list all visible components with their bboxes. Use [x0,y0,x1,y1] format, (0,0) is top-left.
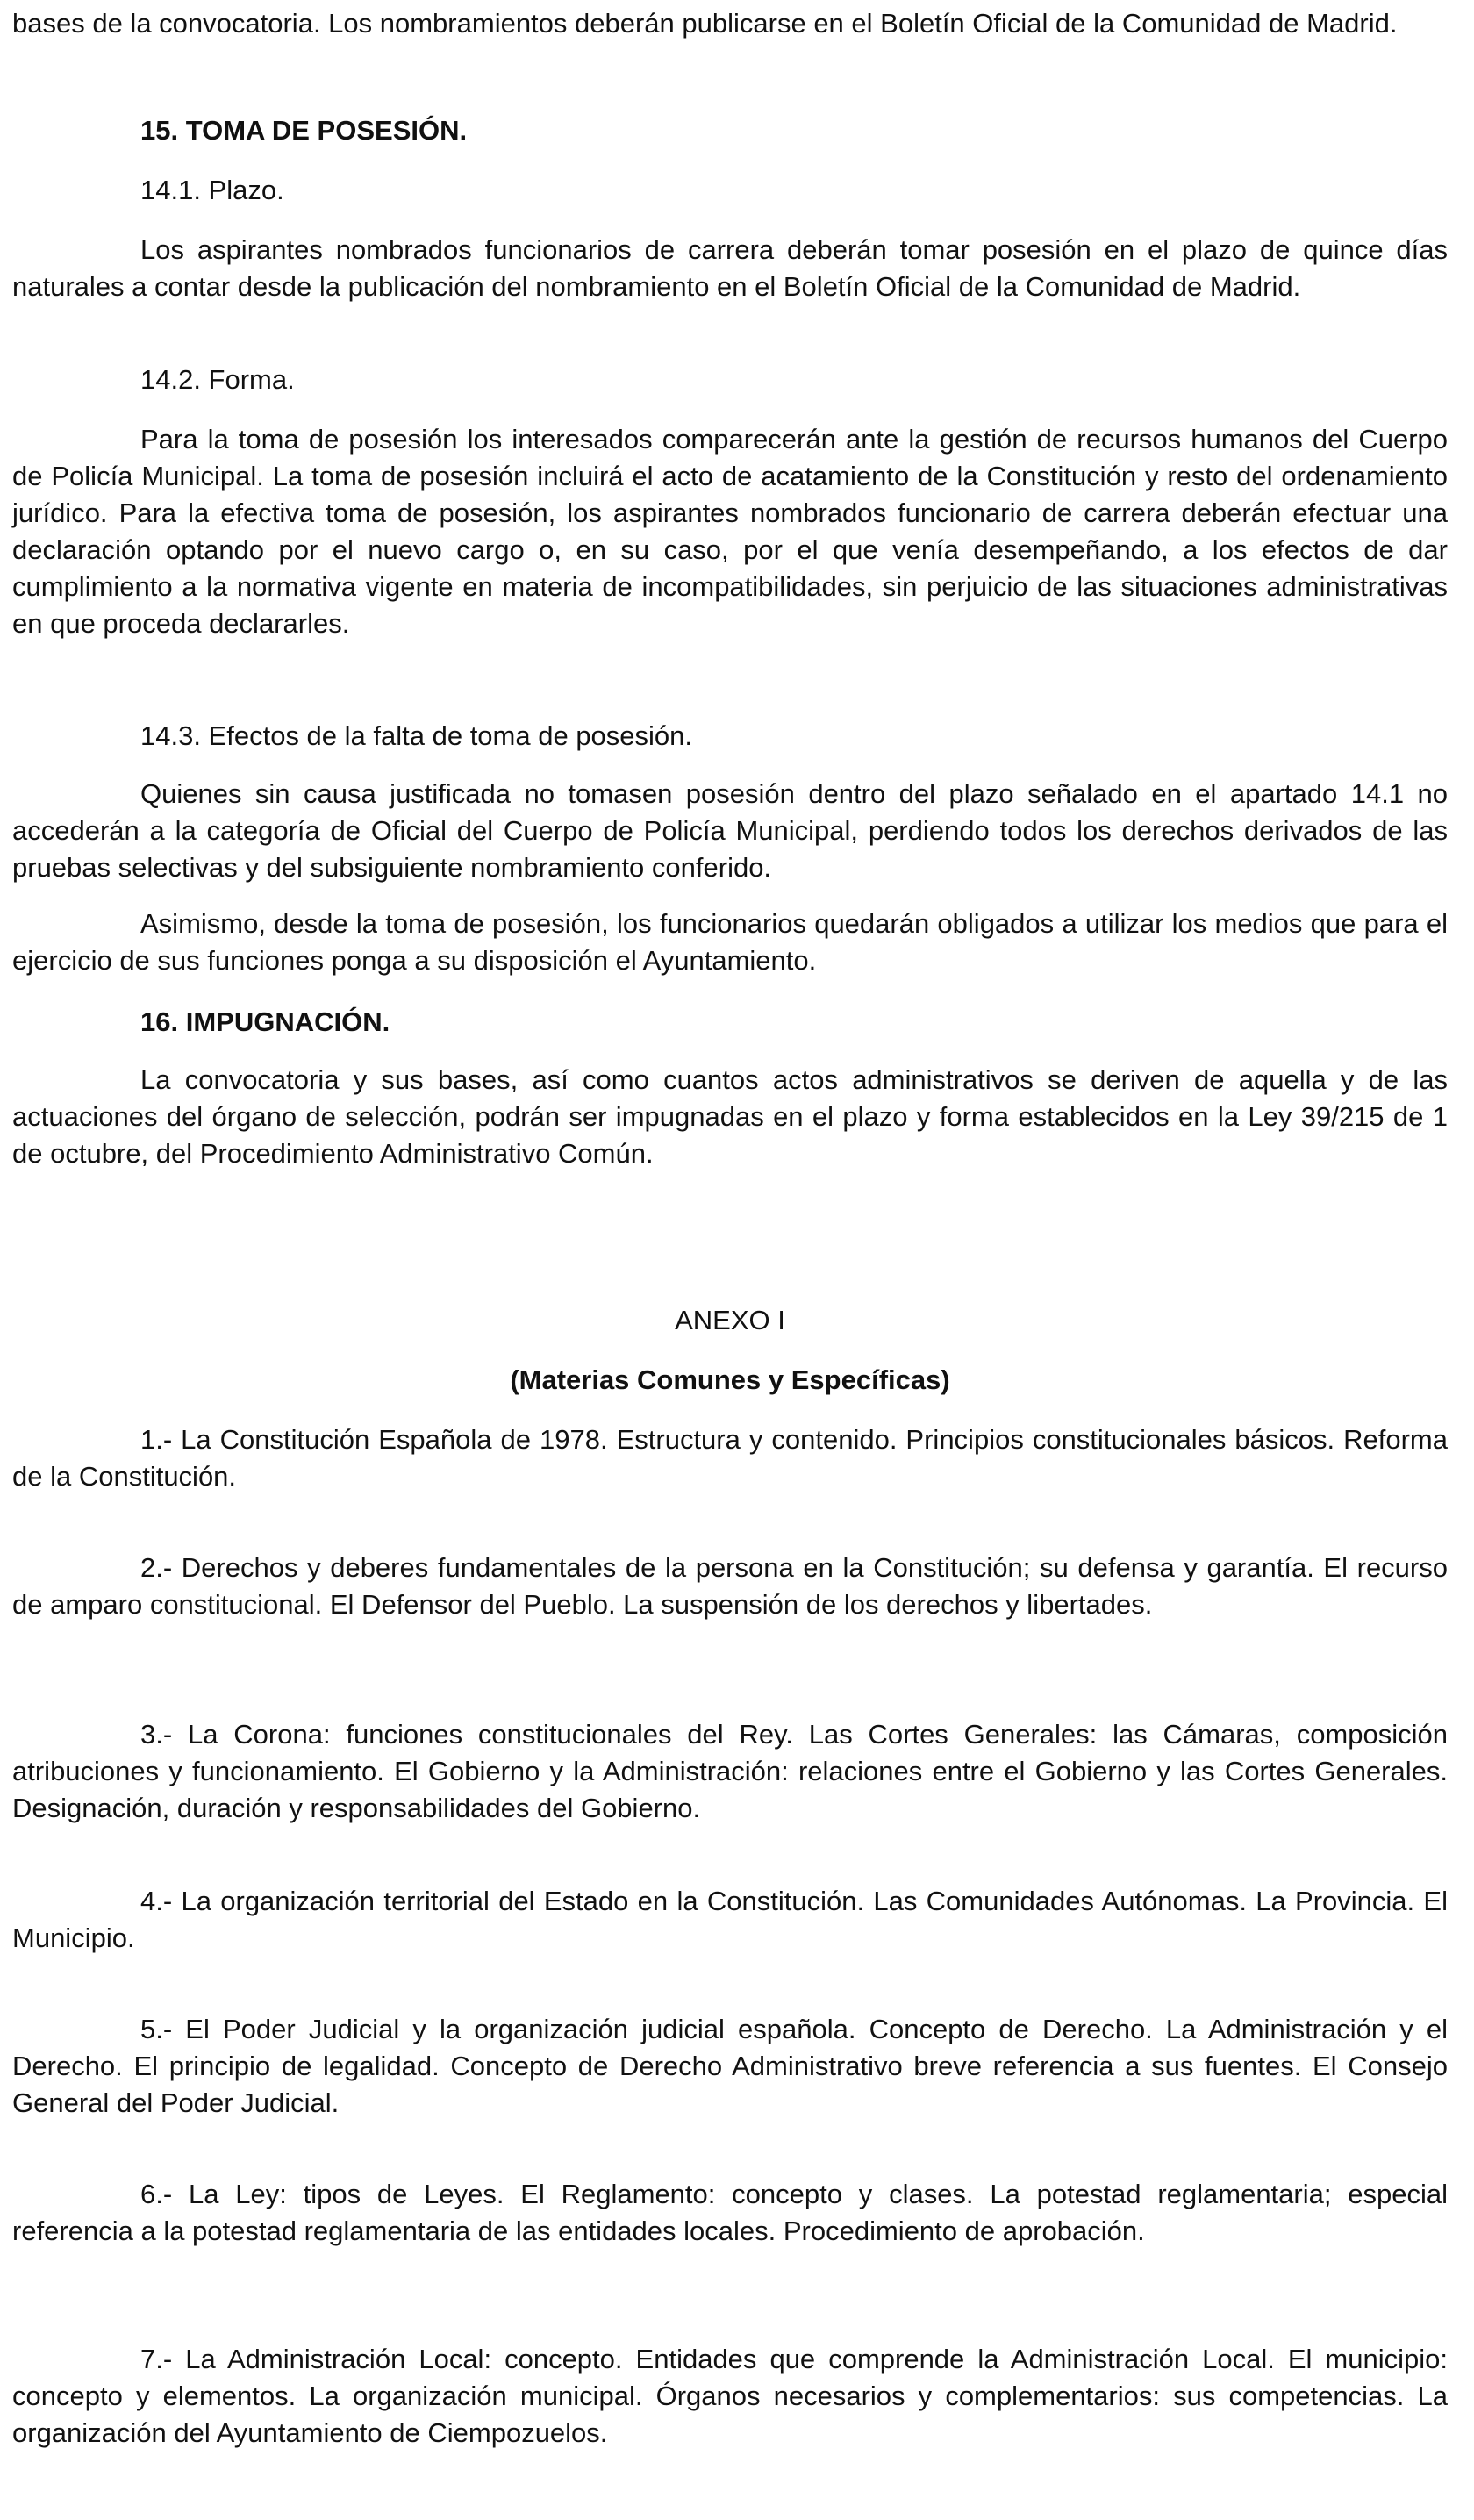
subsection-14-2-label-block [12,362,1448,398]
annex-item-5: 5.- El Poder Judicial y la organización judicial española. Concepto de Derecho. La Administración y el Derecho. El principio de legalidad. Concepto de Derecho Administrativo breve referencia a sus fuentes. El Consejo General del Poder Judicial. [12,2014,1448,2118]
subsection-14-3-label-block [12,718,1448,755]
subsection-14-3-label: 14.3. Efectos de la falta de toma de posesión. [140,720,693,751]
section-15-title: 15. TOMA DE POSESIÓN. [140,115,468,146]
subsection-14-1-label-block [12,172,1448,209]
subsection-14-1-paragraph: Los aspirantes nombrados funcionarios de carrera deberán tomar posesión en el plazo de quince días naturales a contar desde la publicación del nombramiento en el Boletín Oficial de la Comunidad de Madrid. [12,234,1448,302]
annex-subtitle-block [12,1362,1448,1399]
annex-item-6: 6.- La Ley: tipos de Leyes. El Reglamento: concepto y clases. La potestad reglamentaria; especial referencia a la potestad reglamentaria de las entidades locales. Procedimiento de aprobación. [12,2179,1448,2246]
section-16-text-block [12,1062,1448,1172]
annex-item-1: 1.- La Constitución Española de 1978. Estructura y contenido. Principios constitucionales básicos. Reforma de la Constitución. [12,1424,1448,1492]
subsection-14-3-text2-block [12,906,1448,979]
annex-item-6-block [12,2176,1448,2250]
annex-title-block [12,1302,1448,1339]
annex-item-4-block [12,1883,1448,1957]
subsection-14-3-paragraph-2: Asimismo, desde la toma de posesión, los funcionarios quedarán obligados a utilizar los medios que para el ejercicio de sus funciones ponga a su disposición el Ayuntamiento. [12,908,1448,976]
annex-item-2: 2.- Derechos y deberes fundamentales de la persona en la Constitución; su defensa y garantía. El recurso de amparo constitucional. El Defensor del Pueblo. La suspensión de los derechos y libertades. [12,1552,1448,1620]
section-16-paragraph: La convocatoria y sus bases, así como cuantos actos administrativos se deriven de aquella y de las actuaciones del órgano de selección, podrán ser impugnadas en el plazo y forma establecidos en la Ley 39/215 de 1 de octubre, del Procedimiento Administrativo Común. [12,1064,1448,1169]
annex-item-4: 4.- La organización territorial del Estado en la Constitución. Las Comunidades Autónomas. La Provincia. El Municipio. [12,1886,1448,1953]
annex-item-7-block [12,2341,1448,2452]
subsection-14-3-paragraph: Quienes sin causa justificada no tomasen posesión dentro del plazo señalado en el apartado 14.1 no accederán a la categoría de Oficial del Cuerpo de Policía Municipal, perdiendo todos los derechos derivados de las pruebas selectivas y del subsiguiente nombramiento conferido. [12,778,1448,883]
annex-item-1-block [12,1421,1448,1495]
subsection-14-1-text-block [12,232,1448,305]
continuation-paragraph: bases de la convocatoria. Los nombramientos deberán publicarse en el Boletín Oficial de la Comunidad de Madrid. [12,8,1398,39]
annex-subtitle: (Materias Comunes y Específicas) [510,1364,950,1395]
subsection-14-2-label: 14.2. Forma. [140,364,295,395]
subsection-14-2-paragraph: Para la toma de posesión los interesados comparecerán ante la gestión de recursos humanos del Cuerpo de Policía Municipal. La toma de posesión incluirá el acto de acatamiento de la Constitución y resto del ordenamiento jurídico. Para la efectiva toma de posesión, los aspirantes nombrados funcionario de carrera deberán efectuar una declaración optando por el nuevo cargo o, en su caso, por el que venía desempeñando, a los efectos de dar cumplimiento a la normativa vigente en materia de incompatibilidades, sin perjuicio de las situaciones administrativas en que proceda declararles. [12,424,1448,639]
subsection-14-1-label: 14.1. Plazo. [140,175,284,205]
section-15-heading-block [12,112,1448,149]
section-16-heading-block [12,1004,1448,1041]
annex-item-5-block [12,2011,1448,2122]
annex-item-3-block [12,1716,1448,1827]
section-16-title: 16. IMPUGNACIÓN. [140,1006,390,1037]
subsection-14-2-text-block [12,421,1448,642]
annex-title: ANEXO I [675,1305,785,1335]
annex-item-3: 3.- La Corona: funciones constitucionales del Rey. Las Cortes Generales: las Cámaras, composición atribuciones y funcionamiento. El Gobierno y la Administración: relaciones entre el Gobierno y las Cortes Generales. Designación, duración y responsabilidades del Gobierno. [12,1719,1448,1823]
subsection-14-3-text-block [12,776,1448,886]
annex-item-2-block [12,1550,1448,1623]
continuation-block [12,5,1448,42]
annex-item-7: 7.- La Administración Local: concepto. Entidades que comprende la Administración Local. El municipio: concepto y elementos. La organización municipal. Órganos necesarios y complementarios: sus competencias. La organización del Ayuntamiento de Ciempozuelos. [12,2344,1448,2448]
